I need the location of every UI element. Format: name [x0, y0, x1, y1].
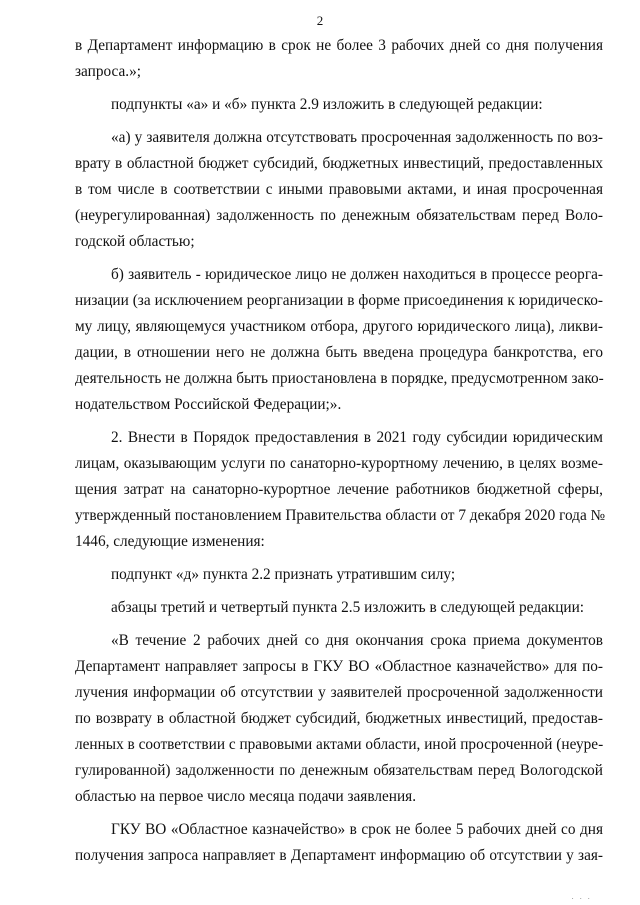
text-line: получения запроса направляет в Департамент информацию об отсутствии у зая-: [75, 847, 603, 864]
text-line: подпункт «д» пункта 2.2 признать утратившим силу;: [111, 566, 456, 583]
text-line: 2. Внести в Порядок предоставления в 2021 году субсидии юридическим: [111, 429, 603, 446]
text-line: годской областью;: [75, 233, 195, 250]
text-line: в Департамент информацию в срок не более 3 рабочих дней со дня получения: [75, 37, 603, 54]
text-line: низации (за исключением реорганизации в форме присоединения к юридическо-: [75, 292, 603, 309]
text-line: деятельность не должна быть приостановлена в порядке, предусмотренном зако-: [75, 370, 604, 387]
text-line: утвержденный постановлением Правительства области от 7 декабря 2020 года №: [75, 507, 606, 524]
text-line: подпункты «а» и «б» пункта 2.9 изложить в следующей редакции:: [111, 96, 543, 113]
text-line: (неурегулированная) задолженность по денежным обязательствам перед Воло-: [75, 207, 603, 224]
text-line: по возврату в областной бюджет субсидий, бюджетных инвестиций, предостав-: [75, 710, 603, 727]
scan-corner-mark: · · ·: [571, 895, 592, 903]
text-line: ленных в соответствии с правовыми актами области, иной просроченной (неуре-: [75, 736, 604, 753]
text-line: лицам, оказывающим услуги по санаторно-курортному лечению, в целях возме-: [75, 455, 603, 472]
text-line: абзацы третий и четвертый пункта 2.5 изложить в следующей редакции:: [111, 599, 585, 616]
text-line: запроса.»;: [75, 63, 141, 80]
document-body: [75, 33, 606, 869]
text-line: му лицу, являющемуся участником отбора, другого юридического лица), ликви-: [75, 318, 603, 335]
text-line: в том числе в соответствии с иными правовыми актами, и иная просроченная: [75, 181, 603, 198]
page-number: 2: [316, 13, 324, 28]
text-line: щения затрат на санаторно-курортное лечение работников бюджетной сферы,: [75, 481, 603, 498]
text-line: Департамент направляет запросы в ГКУ ВО «Областное казначейство» для по-: [75, 658, 603, 675]
text-line: «а) у заявителя должна отсутствовать просроченная задолженность по воз-: [111, 129, 603, 146]
text-line: «В течение 2 рабочих дней со дня окончания срока приема документов: [111, 632, 603, 649]
text-line: нодательством Российской Федерации;».: [75, 396, 342, 413]
text-line: гулированной) задолженности по денежным обязательствам перед Вологодской: [75, 762, 603, 779]
text-line: лучения информации об отсутствии у заявителей просроченной задолженности: [75, 684, 603, 701]
text-line: областью на первое число месяца подачи заявления.: [75, 788, 417, 805]
text-line: 1446, следующие изменения:: [75, 533, 265, 550]
text-line: ГКУ ВО «Областное казначейство» в срок не более 5 рабочих дней со дня: [111, 821, 603, 838]
text-line: врату в областной бюджет субсидий, бюджетных инвестиций, предоставленных: [75, 155, 603, 172]
text-line: б) заявитель - юридическое лицо не должен находиться в процессе реорга-: [111, 266, 603, 283]
text-line: дации, в отношении него не должна быть введена процедура банкротства, его: [75, 344, 603, 361]
